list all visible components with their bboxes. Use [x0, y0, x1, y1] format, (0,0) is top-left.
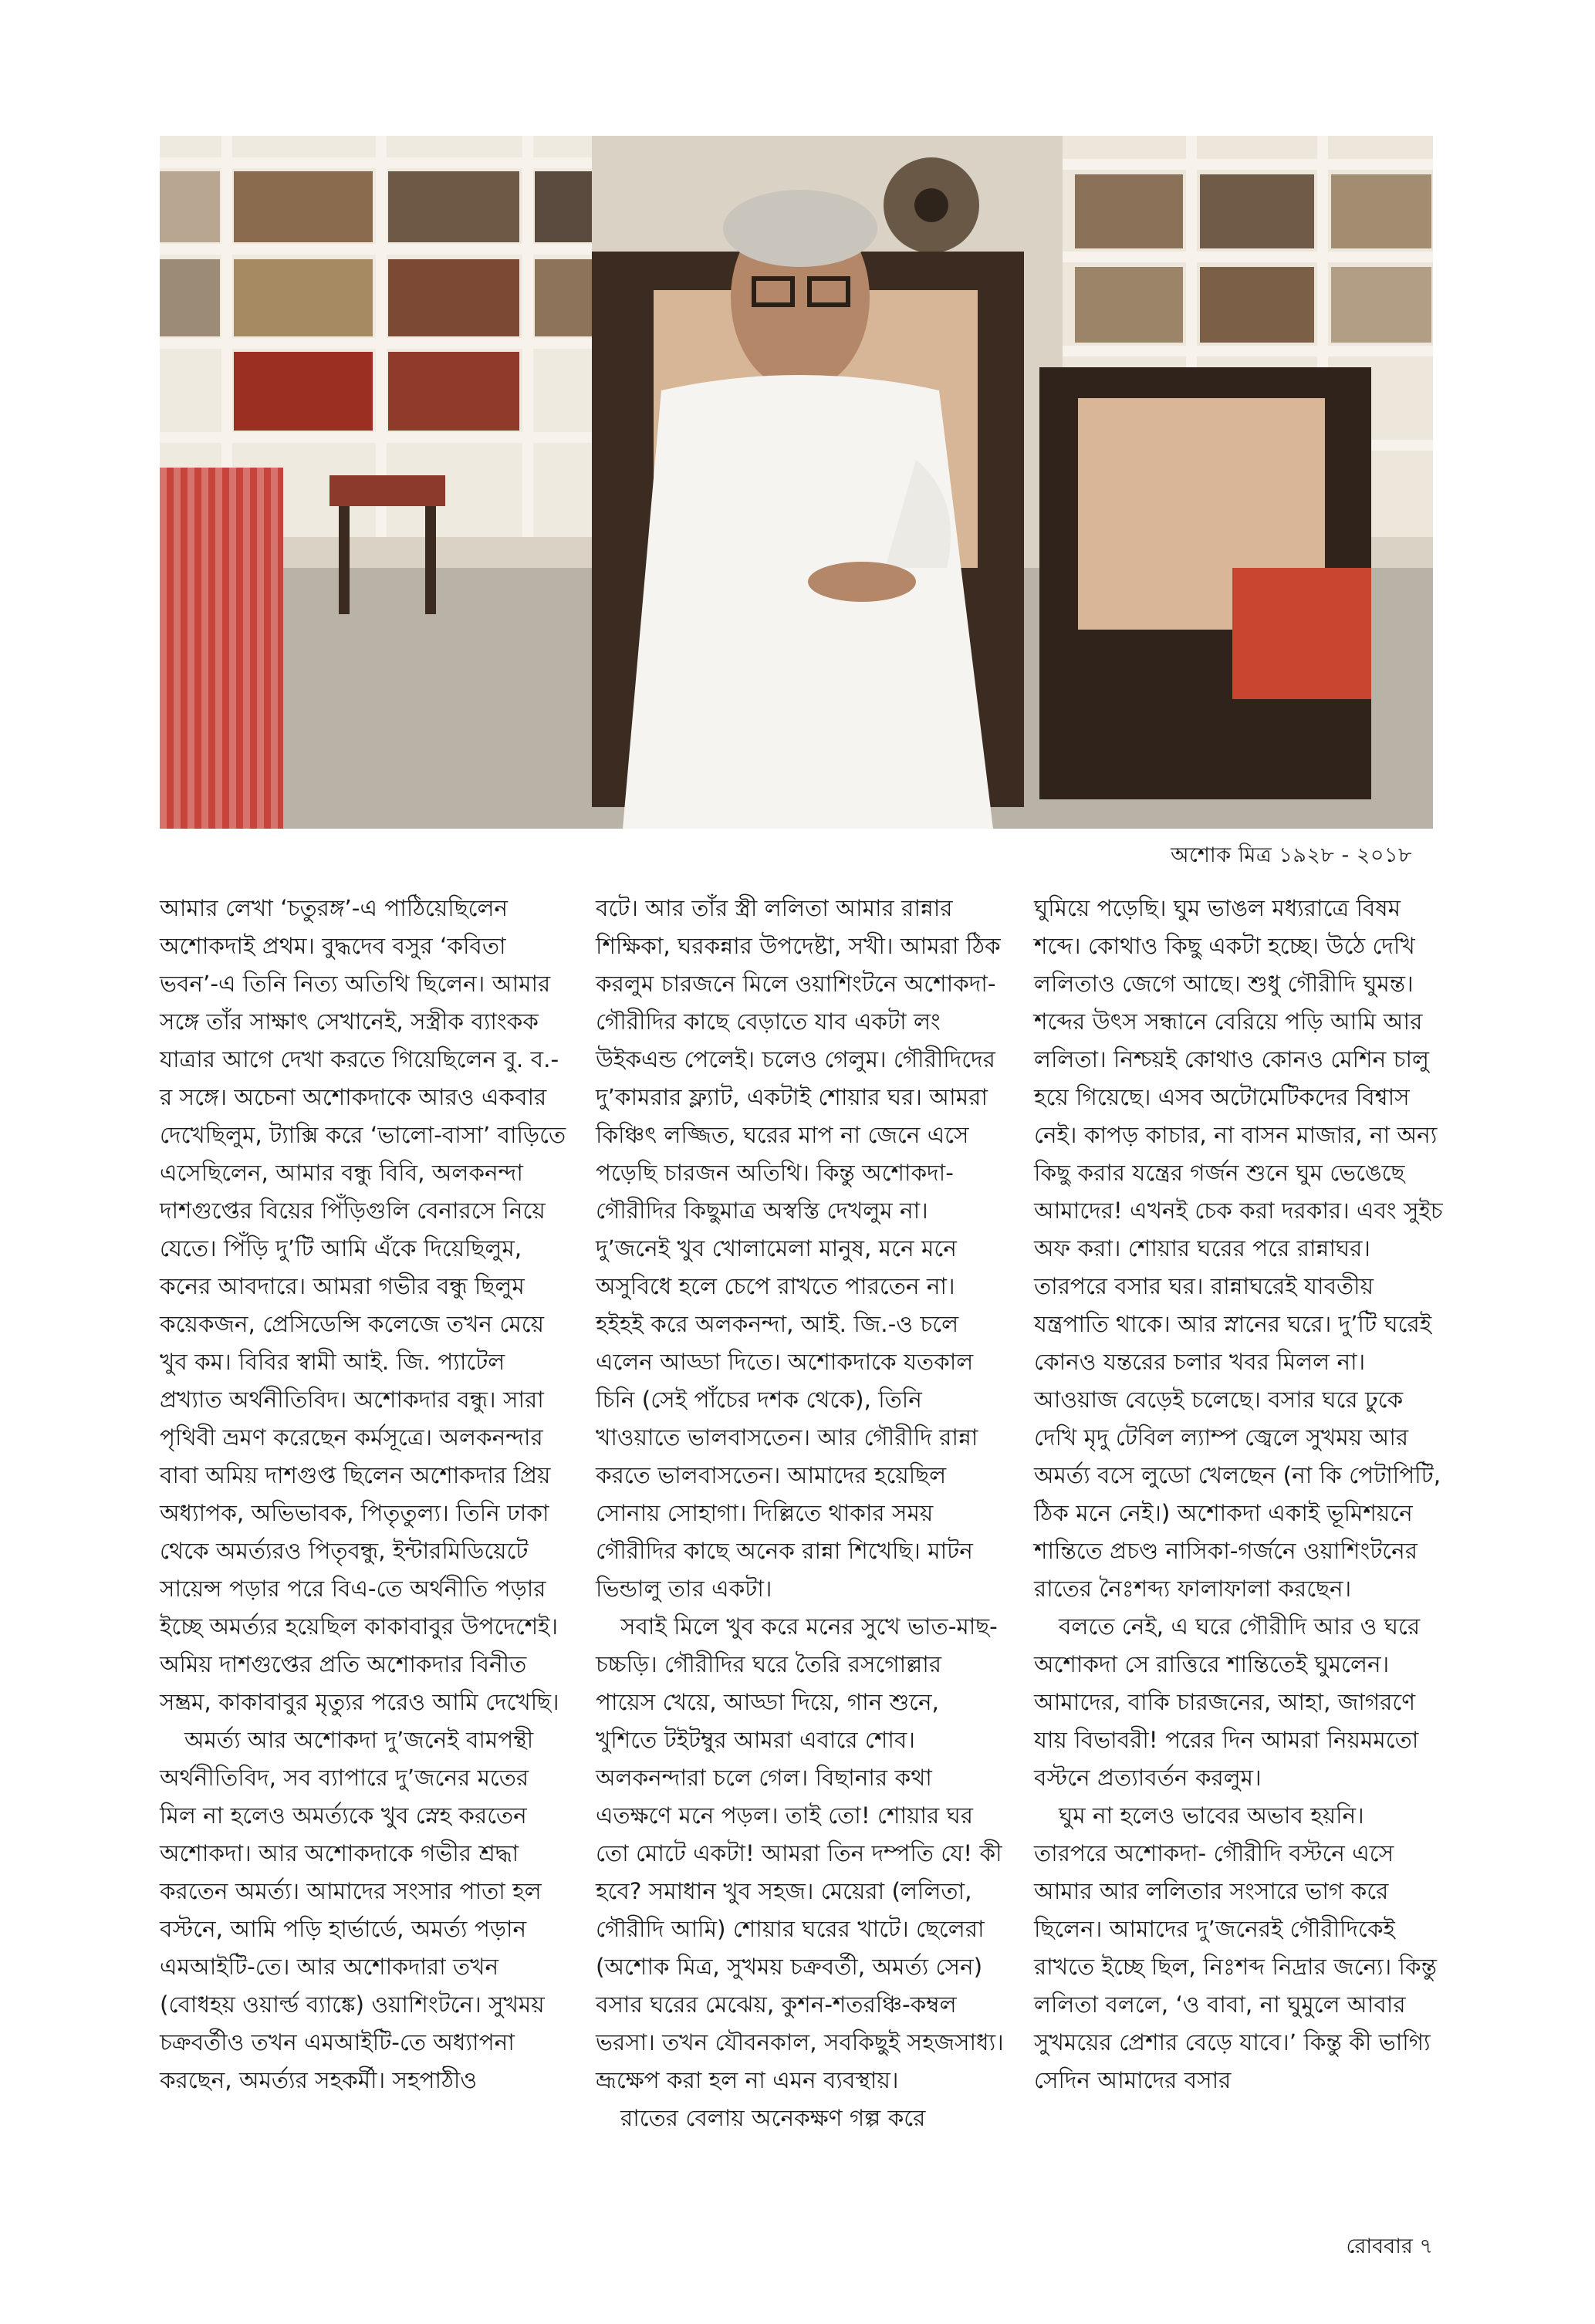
- photo-illustration: [160, 136, 1433, 829]
- paragraph: বলতে নেই, এ ঘরে গৌরীদি আর ও ঘরে অশোকদা সে রাত্তিরে শান্তিতেই ঘুমলেন। আমাদের, বাকি চারজনের, আহা, জাগরণে যায় বিভাবরী! পরের দিন আমরা নিয়মমতো বস্টনে প্রত্যাবর্তন করলুম।: [1034, 1613, 1421, 1791]
- paragraph: ঘুম না হলেও ভাবের অভাব হয়নি। তারপরে অশোকদা- গৌরীদি বস্টনে এসে আমার আর ললিতার সংসারে ভাগ করে ছিলেন। আমাদের দু’জনেরই গৌরীদিকেই রাখতে ইচ্ছে ছিল, নিঃশব্দ নিদ্রার জন্যে। কিন্তু ললিতা বললে, ‘ও বাবা, না ঘুমুলে আবার সুখময়ের প্রেশার বেড়ে যাবে।’ কিন্তু কী ভাগ্যি সেদিন আমাদের বসার: [1034, 1802, 1437, 2093]
- article-column-3: [1034, 890, 1443, 2099]
- portrait-photo: [160, 136, 1433, 829]
- paragraph: সবাই মিলে খুব করে মনের সুখে ভাত-মাছ-চচ্চড়ি। গৌরীদির ঘরে তৈরি রসগোল্লার পায়েস খেয়ে, আড্ডা দিয়ে, গান শুনে, খুশিতে টইটম্বুর আমরা এবারে শোব। অলকনন্দারা চলে গেল। বিছানার কথা এতক্ষণে মনে পড়ল। তাই তো! শোয়ার ঘর তো মোটে একটা! আমরা তিন দম্পতি যে! কী হবে? সমাধান খুব সহজ। মেয়েরা (ললিতা, গৌরীদি আমি) শোয়ার ঘরের খাটে। ছেলেরা (অশোক মিত্র, সুখময় চক্রবর্তী, অমর্ত্য সেন) বসার ঘরের মেঝেয়, কুশন-শতরঞ্চি-কম্বল ভরসা। তখন যৌবনকাল, সবকিছুই সহজসাধ্য। ভ্রূক্ষেপ করা হল না এমন ব্যবস্থায়।: [596, 1613, 1004, 2093]
- article-column-1: [160, 890, 569, 2099]
- paragraph: ঘুমিয়ে পড়েছি। ঘুম ভাঙল মধ্যরাত্রে বিষম শব্দে। কোথাও কিছু একটা হচ্ছে। উঠে দেখি ললিতাও জেগে আছে। শুধু গৌরীদি ঘুমন্ত। শব্দের উৎস সন্ধানে বেরিয়ে পড়ি আমি আর ললিতা। নিশ্চয়ই কোথাও কোনও মেশিন চালু হয়ে গিয়েছে। এসব অটোমেটিকদের বিশ্বাস নেই। কাপড় কাচার, না বাসন মাজার, না অন্য কিছু করার যন্ত্রের গর্জন শুনে ঘুম ভেঙেছে আমাদের! এখনই চেক করা দরকার। এবং সুইচ অফ করা। শোয়ার ঘরের পরে রান্নাঘর। তারপরে বসার ঘর। রান্নাঘরেই যাবতীয় যন্ত্রপাতি থাকে। আর স্নানের ঘরে। দু’টি ঘরেই কোনও যন্তরের চলার খবর মিলল না। আওয়াজ বেড়েই চলেছে। বসার ঘরে ঢুকে দেখি মৃদু টেবিল ল্যাম্প জ্বেলে সুখময় আর অমর্ত্য বসে লুডো খেলছেন (না কি পেটাপিটি, ঠিক মনে নেই।) অশোকদা একাই ভূমিশয়নে শান্তিতে প্রচণ্ড নাসিকা-গর্জনে ওয়াশিংটনের রাতের নৈঃশব্দ্য ফালাফালা করছেন।: [1034, 895, 1443, 1602]
- paragraph: বটে। আর তাঁর স্ত্রী ললিতা আমার রান্নার শিক্ষিকা, ঘরকন্নার উপদেষ্টা, সখী। আমরা ঠিক করলুম চারজনে মিলে ওয়াশিংটনে অশোকদা-গৌরীদির কাছে বেড়াতে যাব একটা লং উইকএন্ড পেলেই। চলেও গেলুম। গৌরীদিদের দু’কামরার ফ্ল্যাট, একটাই শোয়ার ঘর। আমরা কিঞ্চিৎ লজ্জিত, ঘরের মাপ না জেনে এসে পড়েছি চারজন অতিথি। কিন্তু অশোকদা-গৌরীদির কিছুমাত্র অস্বস্তি দেখলুম না। দু’জনেই খুব খোলামেলা মানুষ, মনে মনে অসুবিধে হলে চেপে রাখতে পারতেন না। হইহই করে অলকনন্দা, আই. জি.-ও চলে এলেন আড্ডা দিতে। অশোকদাকে যতকাল চিনি (সেই পাঁচের দশক থেকে), তিনি খাওয়াতে ভালবাসতেন। আর গৌরীদি রান্না করতে ভালবাসতেন। আমাদের হয়েছিল সোনায় সোহাগা। দিল্লিতে থাকার সময় গৌরীদির কাছে অনেক রান্না শিখেছি। মাটন ভিন্ডালু তার একটা।: [596, 895, 1001, 1602]
- article-column-2: [596, 890, 1005, 2137]
- paragraph: রাতের বেলায় অনেকক্ষণ গল্প করে: [620, 2105, 926, 2131]
- paragraph: অমর্ত্য আর অশোকদা দু’জনেই বামপন্থী অর্থনীতিবিদ, সব ব্যাপারে দু’জনের মতের মিল না হলেও অমর্ত্যকে খুব স্নেহ করতেন অশোকদা। আর অশোকদাকে গভীর শ্রদ্ধা করতেন অমর্ত্য। আমাদের সংসার পাতা হল বস্টনে, আমি পড়ি হার্ভার্ডে, অমর্ত্য পড়ান এমআইটি-তে। আর অশোকদারা তখন (বোধহয় ওয়ার্ল্ড ব্যাঙ্কে) ওয়াশিংটনে। সুখময় চক্রবর্তীও তখন এমআইটি-তে অধ্যাপনা করছেন, অমর্ত্যর সহকর্মী। সহপাঠীও: [160, 1727, 545, 2093]
- paragraph: আমার লেখা ‘চতুরঙ্গ’-এ পাঠিয়েছিলেন অশোকদাই প্রথম। বুদ্ধদেব বসুর ‘কবিতা ভবন’-এ তিনি নিত্য অতিথি ছিলেন। আমার সঙ্গে তাঁর সাক্ষাৎ সেখানেই, সস্ত্রীক ব্যাংকক যাত্রার আগে দেখা করতে গিয়েছিলেন বু. ব.-র সঙ্গে। অচেনা অশোকদাকে আরও একবার দেখেছিলুম, ট্যাক্সি করে ‘ভালো-বাসা’ বাড়িতে এসেছিলেন, আমার বন্ধু বিবি, অলকনন্দা দাশগুপ্তের বিয়ের পিঁড়িগুলি বেনারসে নিয়ে যেতে। পিঁড়ি দু’টি আমি এঁকে দিয়েছিলুম, কনের আবদারে। আমরা গভীর বন্ধু ছিলুম কয়েকজন, প্রেসিডেন্সি কলেজে তখন মেয়ে খুব কম। বিবির স্বামী আই. জি. প্যাটেল প্রখ্যাত অর্থনীতিবিদ। অশোকদার বন্ধু। সারা পৃথিবী ভ্রমণ করেছেন কর্মসূত্রে। অলকনন্দার বাবা অমিয় দাশগুপ্ত ছিলেন অশোকদার প্রিয় অধ্যাপক, অভিভাবক, পিতৃতুল্য। তিনি ঢাকা থেকে অমর্ত্যরও পিতৃবন্ধু, ইন্টারমিডিয়েটে সায়েন্স পড়ার পরে বিএ-তে অর্থনীতি পড়ার ইচ্ছে অমর্ত্যর হয়েছিল কাকাবাবুর উপদেশেই। অমিয় দাশগুপ্তের প্রতি অশোকদার বিনীত সম্ভ্রম, কাকাবাবুর মৃত্যুর পরেও আমি দেখেছি।: [160, 895, 566, 1715]
- photo-caption: অশোক মিত্র ১৯২৮ - ২০১৮: [1171, 843, 1412, 867]
- page-folio: রোববার ৭: [1346, 2234, 1433, 2258]
